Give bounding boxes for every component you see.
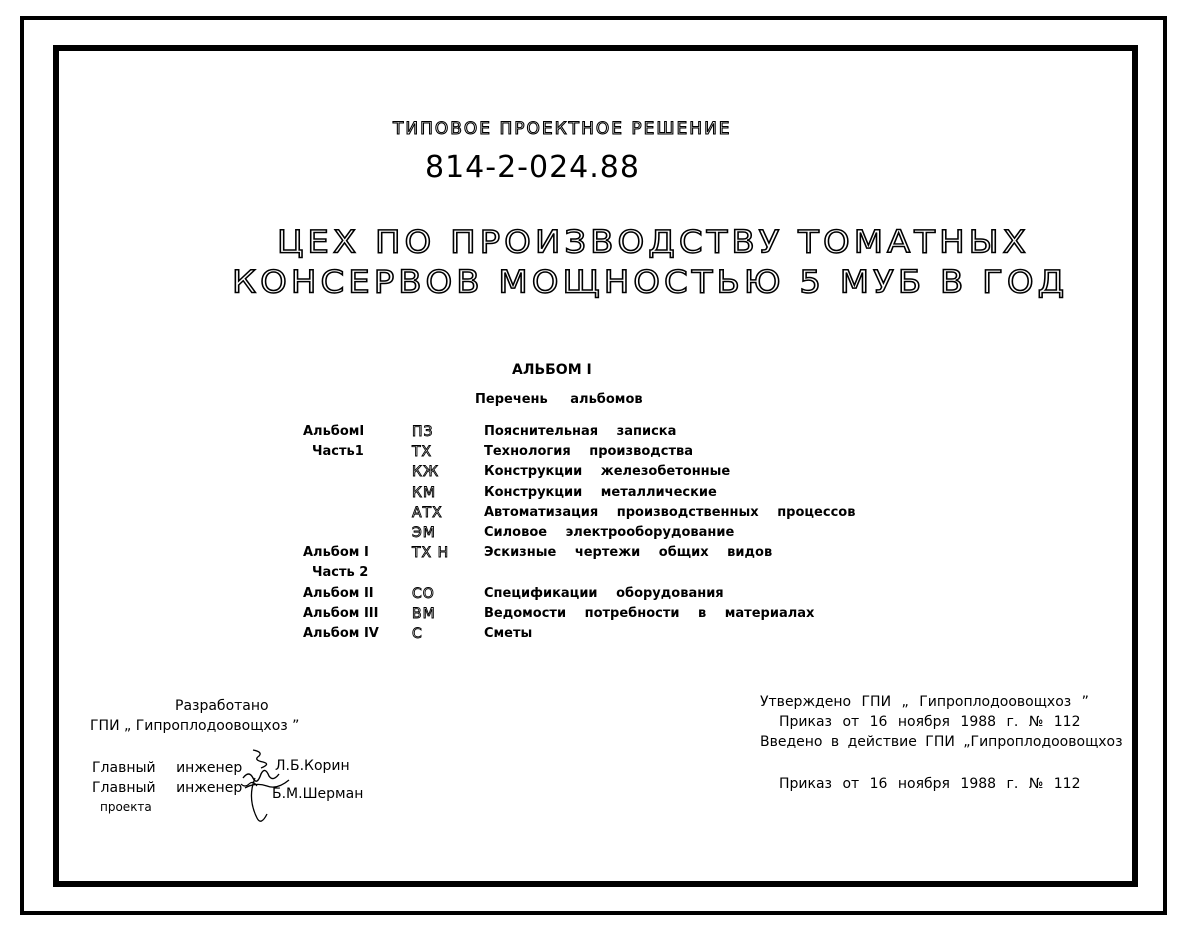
album-code: АТХ [412,505,443,521]
project-engineer-label: Главный инженер [92,780,243,796]
album-label: Альбом II [303,586,374,601]
album-label: Альбом IV [303,626,379,641]
album-name: Ведомости потребности в материалах [484,606,815,621]
album-code: ПЗ [412,424,434,440]
album-code: КЖ [412,464,440,480]
album-name: Эскизные чертежи общих видов [484,545,773,560]
album-name: Автоматизация производственных процессов [484,505,856,520]
chief-engineer-name: Л.Б.Корин [275,758,350,774]
order-text-1: Приказ от 16 ноября 1988 г. № 112 [779,714,1081,730]
album-code: С [412,626,423,642]
title-line-1: ЦЕХ ПО ПРОИЗВОДСТВУ ТОМАТНЫХ [277,224,1030,261]
approved-text: Утверждено ГПИ „ Гипроплодоовощхоз ” [760,694,1089,710]
order-text-2: Приказ от 16 ноября 1988 г. № 112 [779,776,1081,792]
album-name: Пояснительная записка [484,424,677,439]
album-code: ВМ [412,606,436,622]
developed-label: Разработано [175,698,269,714]
album-code: ЭМ [412,525,436,541]
album-label: Часть1 [312,444,364,459]
album-code: ТХ Н [412,545,450,561]
developer-org: ГПИ „ Гипроплодоовощхоз ” [90,718,300,734]
album-name: Конструкции металлические [484,485,717,500]
introduced-text: Введено в действие ГПИ „Гипроплодоовощхоз [760,734,1123,750]
album-code: ТХ [412,444,433,460]
album-label: АльбомI [303,424,365,439]
project-engineer-name: Б.М.Шерман [272,786,364,802]
album-code: КМ [412,485,437,501]
title-line-2: КОНСЕРВОВ МОЩНОСТЬЮ 5 МУБ В ГОД [232,264,1069,301]
document-code: 814-2-024.88 [425,150,640,185]
album-heading: АЛЬБОМ I [512,362,592,378]
album-name: Технология производства [484,444,693,459]
album-list-title: Перечень альбомов [475,392,643,407]
signature-graphic [225,748,295,828]
chief-engineer-label: Главный инженер [92,760,243,776]
album-name: Спецификации оборудования [484,586,724,601]
type-label: ТИПОВОЕ ПРОЕКТНОЕ РЕШЕНИЕ [393,119,732,139]
album-label: Альбом III [303,606,379,621]
album-code: СО [412,586,435,602]
album-name: Силовое электрооборудование [484,525,735,540]
album-label: Альбом I [303,545,369,560]
album-name: Конструкции железобетонные [484,464,731,479]
album-name: Сметы [484,626,533,641]
album-label: Часть 2 [312,565,369,580]
project-label: проекта [100,800,152,814]
